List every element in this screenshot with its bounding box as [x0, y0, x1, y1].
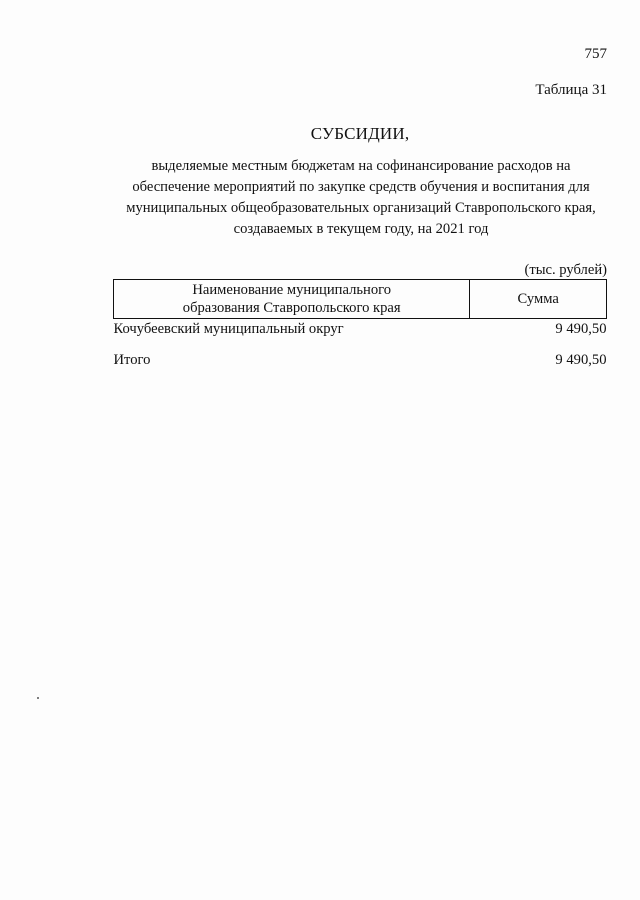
table-label: Таблица 31	[535, 82, 607, 98]
header-name-column	[114, 280, 470, 319]
document-heading: СУБСИДИИ,	[310, 124, 410, 143]
total-sum: 9 490,50	[555, 351, 607, 368]
row-sum: 9 490,50	[555, 320, 607, 337]
subheading-line: создаваемых в текущем году, на 2021 год	[233, 221, 489, 237]
subsidies-table	[113, 279, 607, 370]
header-name-line: образования Ставропольского края	[182, 300, 401, 316]
page-number: 757	[584, 46, 607, 62]
unit-label: (тыс. рублей)	[524, 262, 607, 278]
scan-speck	[37, 697, 39, 699]
table-row	[114, 319, 607, 340]
total-label: Итого	[113, 351, 151, 368]
header-name-line: Наименование муниципального	[192, 282, 392, 298]
row-name: Кочубеевский муниципальный округ	[113, 320, 344, 337]
table-spacer	[114, 339, 607, 350]
header-sum-column: Сумма	[470, 280, 607, 319]
subheading-line: муниципальных общеобразовательных организаций Ставропольского края,	[126, 200, 596, 216]
subheading-line: обеспечение мероприятий по закупке средств обучения и воспитания для	[132, 179, 590, 195]
table-header-row	[114, 280, 607, 319]
total-row	[114, 350, 607, 370]
document-subheading	[112, 156, 610, 240]
subheading-line: выделяемые местным бюджетам на софинансирование расходов на	[151, 158, 571, 174]
